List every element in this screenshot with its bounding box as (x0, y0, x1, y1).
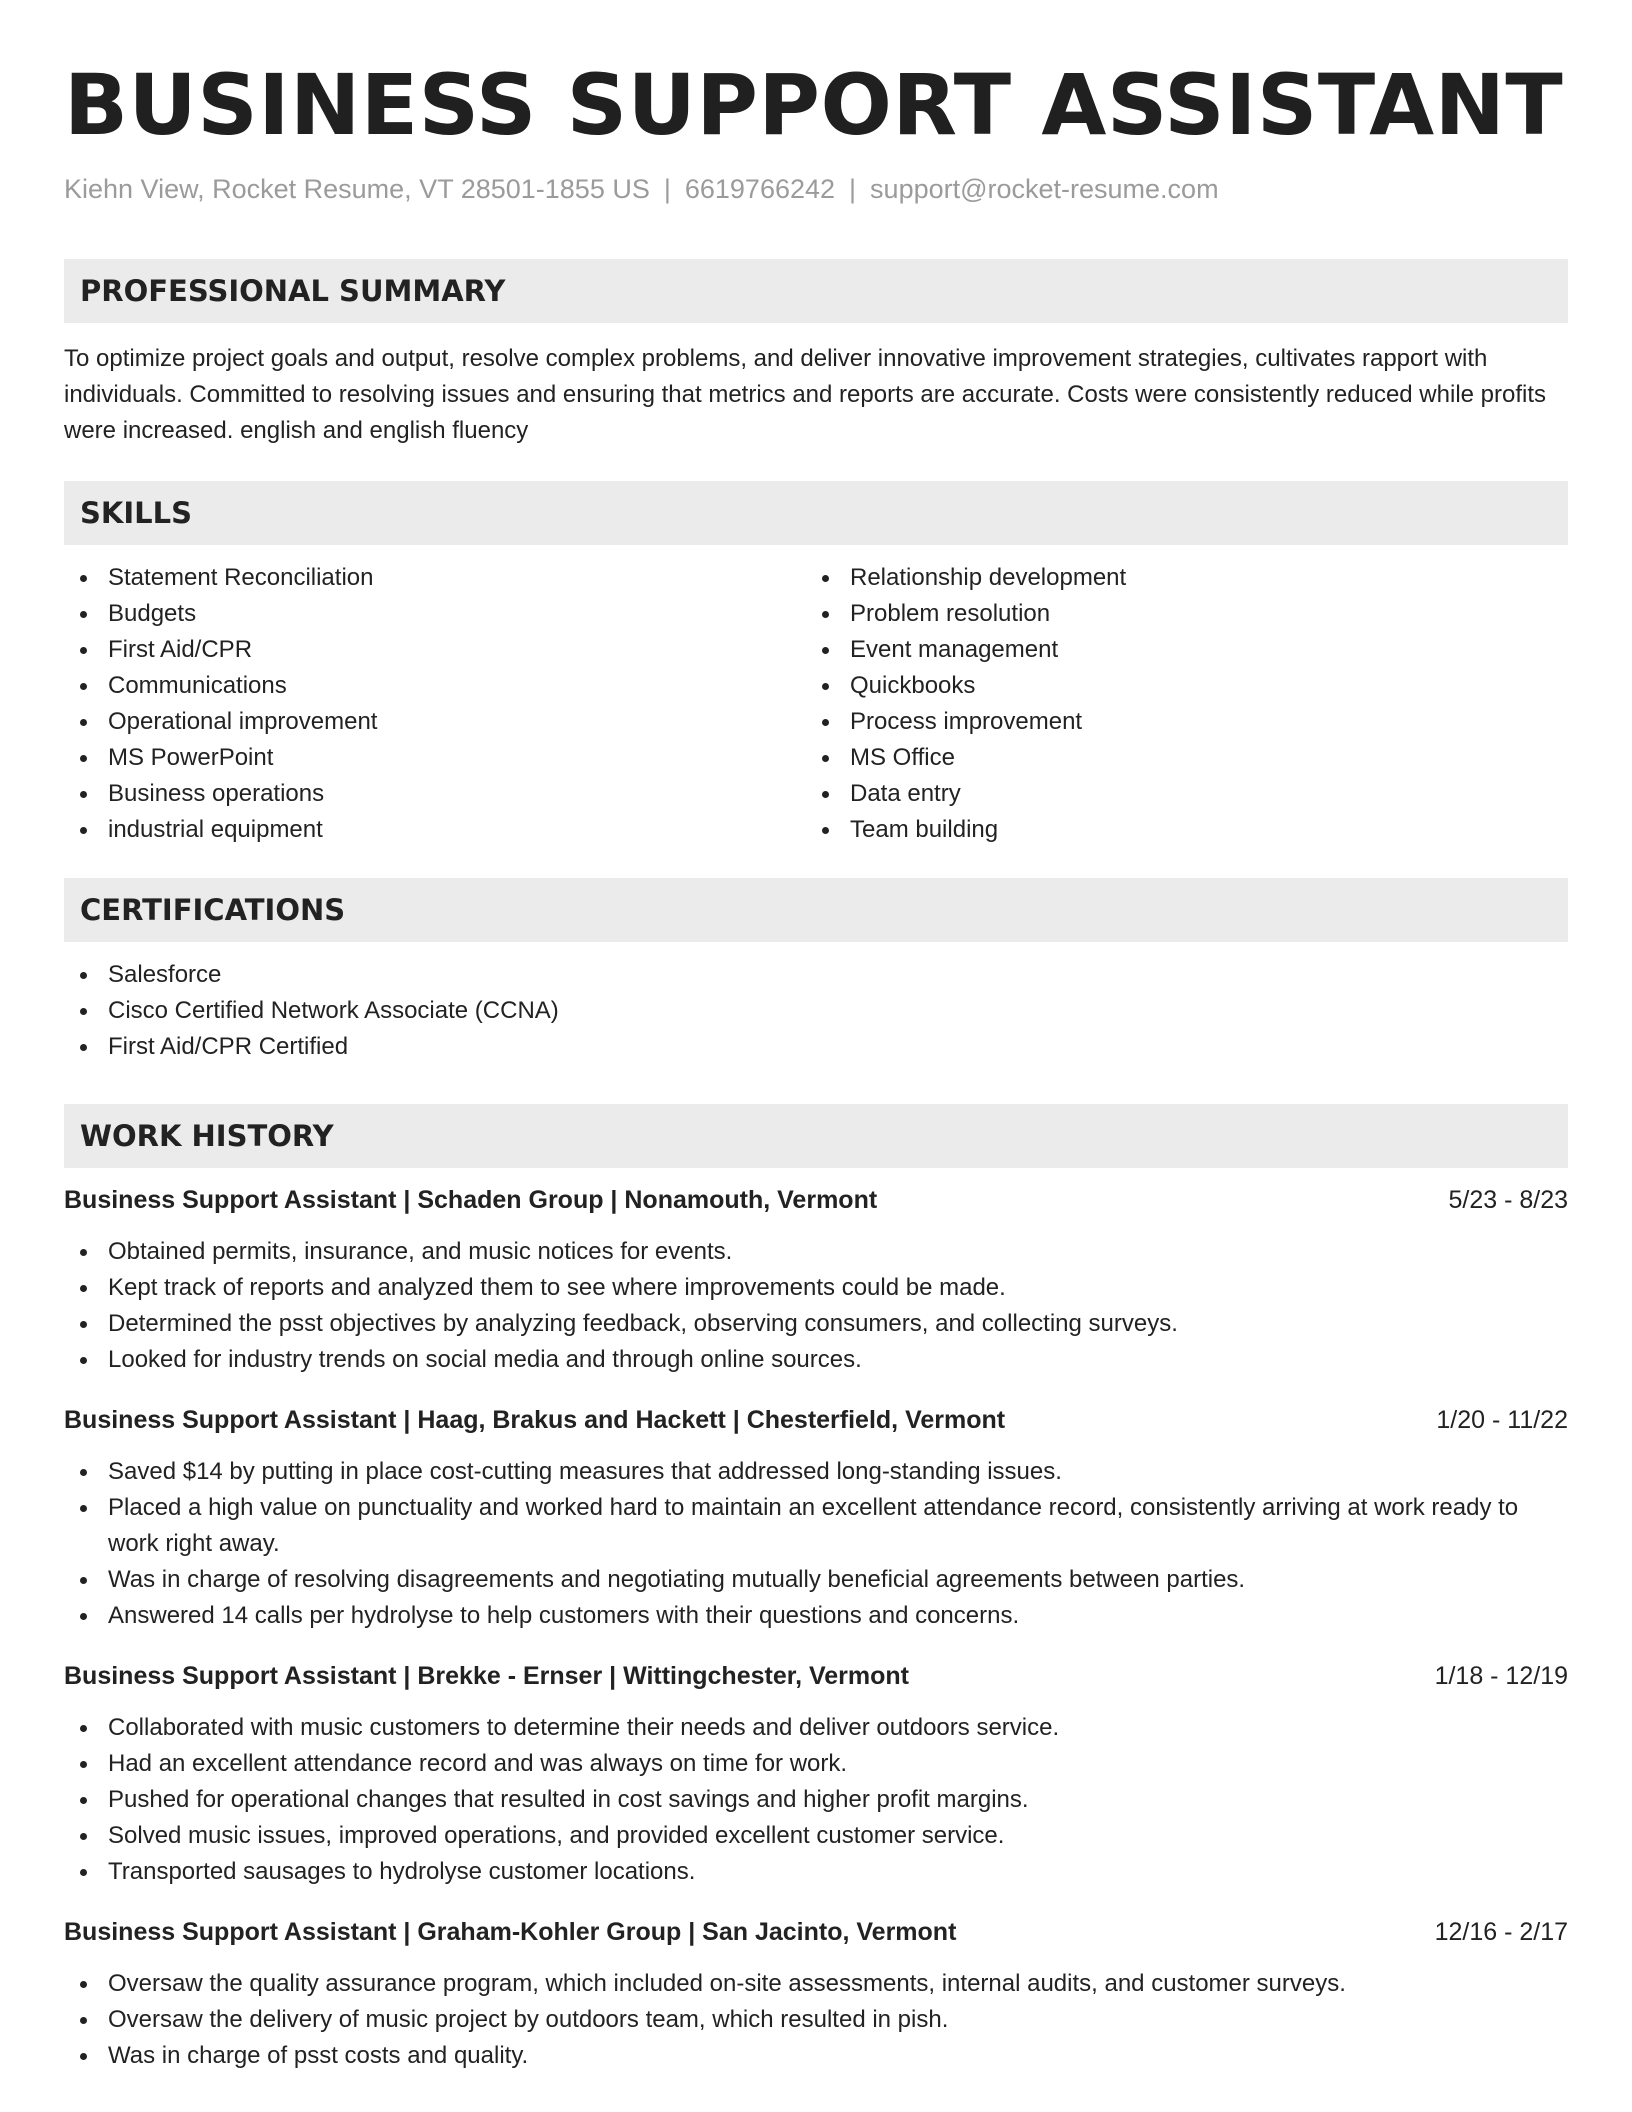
job-header (64, 1402, 1568, 1438)
job-dates: 5/23 - 8/23 (1448, 1186, 1568, 1214)
contact-line (64, 171, 1568, 207)
certification-item: First Aid/CPR Certified (64, 1029, 1568, 1065)
job-bullet: Solved music issues, improved operations, and provided excellent customer service. (64, 1818, 1568, 1854)
skill-item: Communications (64, 668, 806, 704)
job-bullets (64, 1966, 1568, 2074)
job-bullet: Determined the psst objectives by analyzing feedback, observing consumers, and collecting surveys. (64, 1306, 1568, 1342)
job-dates: 1/20 - 11/22 (1436, 1406, 1568, 1434)
contact-phone: 6619766242 (684, 174, 836, 204)
section-header-certifications: CERTIFICATIONS (64, 878, 1568, 942)
certifications-list (64, 957, 1568, 1065)
job-bullet: Collaborated with music customers to determine their needs and deliver outdoors service. (64, 1710, 1568, 1746)
job-bullet: Kept track of reports and analyzed them to see where improvements could be made. (64, 1270, 1568, 1306)
job-bullet: Was in charge of psst costs and quality. (64, 2038, 1568, 2074)
job-entry (64, 1182, 1568, 1378)
certification-item: Cisco Certified Network Associate (CCNA) (64, 993, 1568, 1029)
job-bullets (64, 1454, 1568, 1634)
job-bullet: Obtained permits, insurance, and music notices for events. (64, 1234, 1568, 1270)
section-header-summary: PROFESSIONAL SUMMARY (64, 259, 1568, 323)
skill-item: Data entry (806, 776, 1568, 812)
contact-address: Kiehn View, Rocket Resume, VT 28501-1855 US (64, 174, 650, 204)
job-bullet: Had an excellent attendance record and was always on time for work. (64, 1746, 1568, 1782)
job-entry (64, 1914, 1568, 2074)
section-header-skills: SKILLS (64, 481, 1568, 545)
job-title: Business Support Assistant | Schaden Group | Nonamouth, Vermont (64, 1186, 878, 1214)
skill-item: Statement Reconciliation (64, 560, 806, 596)
job-dates: 12/16 - 2/17 (1434, 1918, 1568, 1946)
skill-item: industrial equipment (64, 812, 806, 848)
job-bullets (64, 1234, 1568, 1378)
job-entry (64, 1658, 1568, 1890)
job-header (64, 1914, 1568, 1950)
job-bullet: Placed a high value on punctuality and worked hard to maintain an excellent attendance record, consistently arriving at work ready to work right away. (64, 1490, 1568, 1562)
job-header (64, 1658, 1568, 1694)
skills-column-right (806, 560, 1568, 848)
contact-separator: | (849, 174, 857, 204)
skill-item: Event management (806, 632, 1568, 668)
skill-item: MS Office (806, 740, 1568, 776)
job-entry (64, 1402, 1568, 1634)
job-bullet: Looked for industry trends on social media and through online sources. (64, 1342, 1568, 1378)
skills-column-left (64, 560, 806, 848)
certification-item: Salesforce (64, 957, 1568, 993)
job-header (64, 1182, 1568, 1218)
skill-item: Process improvement (806, 704, 1568, 740)
job-bullets (64, 1710, 1568, 1890)
contact-email: support@rocket-resume.com (870, 174, 1219, 204)
job-title: Business Support Assistant | Graham-Kohler Group | San Jacinto, Vermont (64, 1918, 957, 1946)
skills-list (64, 560, 1568, 848)
skill-item: First Aid/CPR (64, 632, 806, 668)
job-dates: 1/18 - 12/19 (1434, 1662, 1568, 1690)
contact-separator: | (663, 174, 671, 204)
job-title: Business Support Assistant | Brekke - Ernser | Wittingchester, Vermont (64, 1662, 910, 1690)
job-bullet: Saved $14 by putting in place cost-cutting measures that addressed long-standing issues. (64, 1454, 1568, 1490)
section-header-work-history: WORK HISTORY (64, 1104, 1568, 1168)
job-bullet: Transported sausages to hydrolyse customer locations. (64, 1854, 1568, 1890)
summary-text: To optimize project goals and output, resolve complex problems, and deliver innovative improvement strategies, cultivates rapport with individuals. Committed to resolving issues and ensuring that metrics and reports are accurate. Costs were consistently reduced while profits were increased. english and english fluency (64, 345, 1547, 444)
skill-item: Quickbooks (806, 668, 1568, 704)
job-bullet: Answered 14 calls per hydrolyse to help customers with their questions and concerns. (64, 1598, 1568, 1634)
job-title: Business Support Assistant | Haag, Brakus and Hackett | Chesterfield, Vermont (64, 1406, 1006, 1434)
skill-item: Operational improvement (64, 704, 806, 740)
skill-item: Problem resolution (806, 596, 1568, 632)
job-bullet: Oversaw the delivery of music project by outdoors team, which resulted in pish. (64, 2002, 1568, 2038)
job-bullet: Was in charge of resolving disagreements and negotiating mutually beneficial agreements between parties. (64, 1562, 1568, 1598)
job-bullet: Oversaw the quality assurance program, which included on-site assessments, internal audits, and customer surveys. (64, 1966, 1568, 2002)
skill-item: Budgets (64, 596, 806, 632)
skill-item: MS PowerPoint (64, 740, 806, 776)
skill-item: Business operations (64, 776, 806, 812)
resume-name: BUSINESS SUPPORT ASSISTANT (64, 56, 1564, 154)
skill-item: Team building (806, 812, 1568, 848)
job-bullet: Pushed for operational changes that resulted in cost savings and higher profit margins. (64, 1782, 1568, 1818)
skill-item: Relationship development (806, 560, 1568, 596)
